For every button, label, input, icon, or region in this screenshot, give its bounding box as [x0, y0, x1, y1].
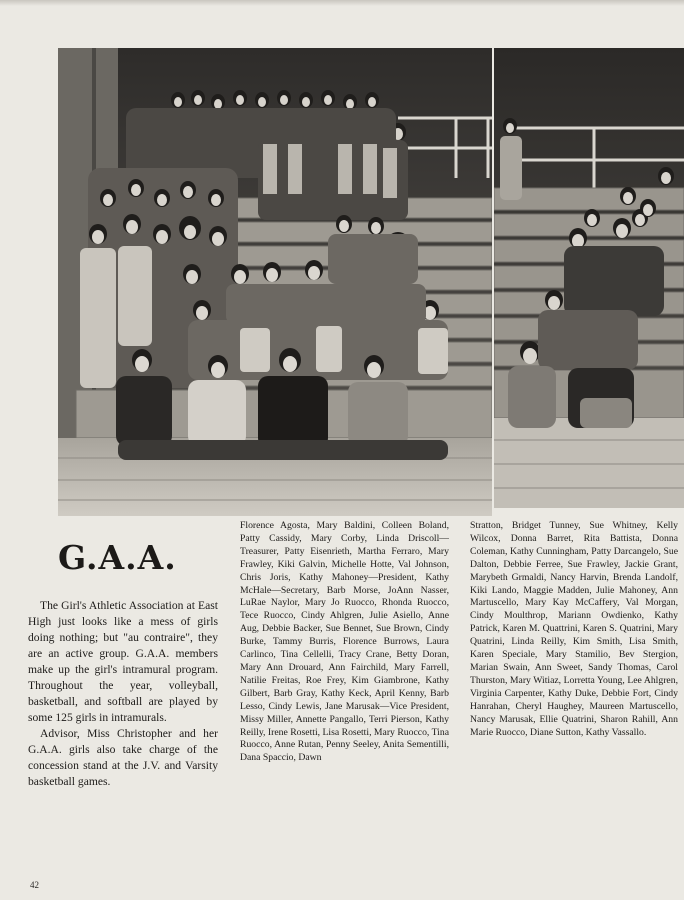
page-title: G.A.A.: [58, 538, 177, 577]
intro-paragraph-1: The Girl's Athletic Association at East High just looks like a mess of girls doing nothing; but "au contraire", they are an active group. G.A.A. members make up the girl's intramural program. Throughout the year, volleyball, basketball, and softball are played by some 125 girls in intramurals.: [28, 599, 218, 724]
intro-text: [28, 598, 218, 790]
page-number: 42: [30, 880, 39, 890]
page-edge: [0, 0, 684, 6]
group-photo-main-image: [58, 48, 492, 516]
intro-paragraph-2: Advisor, Miss Christopher and her G.A.A. girls also take charge of the concession stand at the J.V. and Varsity basketball games.: [28, 727, 218, 788]
group-photo-secondary-image: [494, 48, 684, 508]
member-names-column-2: Stratton, Bridget Tunney, Sue Whitney, Kelly Wilcox, Donna Barret, Rita Battista, Donna Coleman, Kathy Cunningham, Patty Darcangelo, Sue Dalton, Debbie Ferree, Sue Frawley, Jackie Grant, Marybeth Grmaldi, Nancy Harvin, Brenda Landolf, Kiki Lando, Maggie Madden, Julie Mahoney, Ann Martuscello, Mary Kay McCaffery, Val Morgan, Cindy Moulthrop, Mariann Owdienko, Kathy Patrick, Karen M. Quattrini, Karen S. Quatrini, Mary Quatrini, Linda Reilly, Kim Smith, Lisa Smith, Karen Speciale, Mary Stamilio, Bev Stergion, Marian Swain, Ann Sweet, Sandy Thomas, Carol Thurston, Mary Witiaz, Lorretta Young, Lee Ahlgren, Virginia Carpenter, Kathy Duke, Debbie Fort, Cindy Hanrahan, Cheryl Haughey, Maureen Martuscello, Nancy Marusak, Ellie Quatrini, Sharon Rahill, Ann Marie Ruocco, Diane Sutton, Kathy Vassallo.: [470, 520, 678, 738]
group-photo-main: [58, 48, 492, 516]
group-photo-secondary: [494, 48, 684, 508]
member-names-column-1: Florence Agosta, Mary Baldini, Colleen Boland, Patty Cassidy, Mary Corby, Linda Driscoll—Treasurer, Patty Eisenrieth, Martha Ferraro, Mary Frawley, Kiki Galvin, Michelle Hotte, Val Johnson, Chris Joris, Kathy Mahoney—President, Kathy McHale—Secretary, Barb Morse, JoAnn Nasser, LuRae Naylor, Mary Jo Ruocco, Rhonda Ruocco, Tece Ruocco, Cindy Ahlgren, Julie Asiello, Anne Aug, Debbie Backer, Sue Bennet, Sue Brown, Cindy Burke, Tammy Burris, Florence Burrows, Laura Carlinco, Tina Cellelli, Tracy Crane, Betty Doran, Mary Ann Drouard, Ann Fairchild, Mary Farrell, Natilie Freitas, Roe Frey, Kim Giambrone, Kathy Gilbert, Barb Gray, Kathy Keck, April Kenny, Barb Lesso, Cindy Lewis, Jane Marusak—Vice President, Missy Miller, Annette Pangallo, Terri Pierson, Kathy Reilly, Irene Rosetti, Lisa Rosetti, Mary Ruocco, Tina Ruocco, Anne Rutan, Penny Seeley, Anita Sementilli, Dana Spaccio, Dawn: [240, 520, 449, 764]
